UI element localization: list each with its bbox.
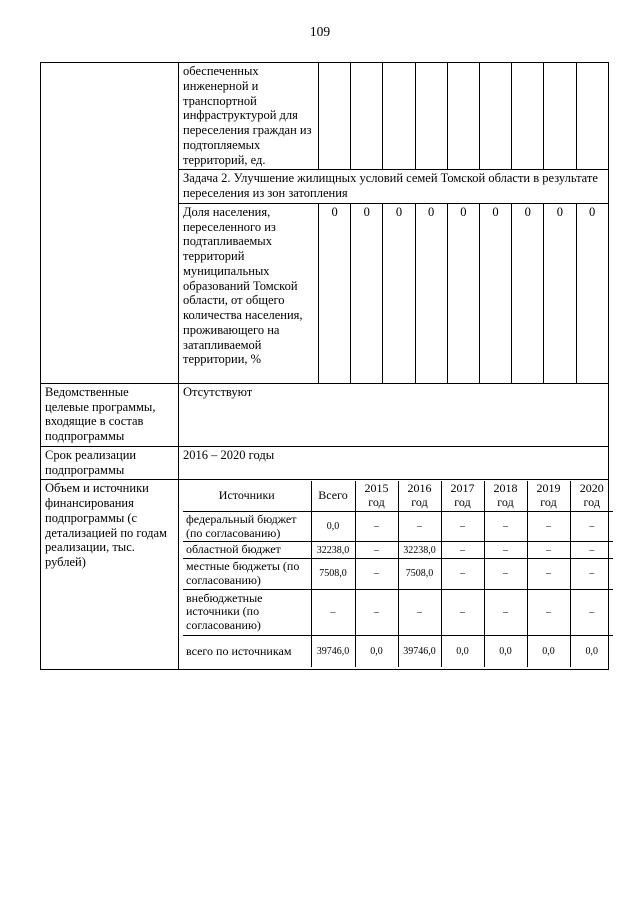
departmental-programs-row <box>41 383 609 446</box>
funding-value: 0,0 <box>311 511 355 542</box>
funding-value: – <box>527 559 570 590</box>
funding-value: 7508,0 <box>311 559 355 590</box>
funding-value: – <box>527 511 570 542</box>
funding-value: 0,0 <box>570 635 613 667</box>
funding-header-2015: 2015 год <box>355 481 398 511</box>
funding-header-total: Всего <box>311 481 355 511</box>
funding-row-local <box>183 559 613 590</box>
share-value-cell: 0 <box>576 203 608 383</box>
departmental-programs-value: Отсутствуют <box>179 383 609 446</box>
empty-value-cell <box>479 63 511 170</box>
funding-row-federal <box>183 511 613 542</box>
funding-value: – <box>355 589 398 635</box>
funding-header-2016: 2016 год <box>398 481 441 511</box>
funding-value: – <box>441 589 484 635</box>
funding-value: – <box>484 589 527 635</box>
funding-source-label: всего по источникам <box>183 635 311 667</box>
funding-value: – <box>570 542 613 559</box>
indicator-continuation-row <box>41 63 609 170</box>
funding-row <box>41 480 609 670</box>
funding-value: – <box>355 542 398 559</box>
empty-value-cell <box>415 63 447 170</box>
funding-value: – <box>570 559 613 590</box>
share-value-cell: 0 <box>415 203 447 383</box>
funding-label: Объем и источники финансирования подпрограммы (с детализацией по годам реализации, тыс. рублей) <box>41 480 179 670</box>
departmental-programs-label: Ведомственные целевые программы, входящие в состав подпрограммы <box>41 383 179 446</box>
funding-header-row <box>183 481 613 511</box>
funding-value: 0,0 <box>527 635 570 667</box>
funding-row-total <box>183 635 613 667</box>
period-label: Срок реализации подпрограммы <box>41 446 179 480</box>
funding-value: 39746,0 <box>311 635 355 667</box>
funding-source-label: областной бюджет <box>183 542 311 559</box>
funding-source-label: внебюджетные источники (по согласованию) <box>183 589 311 635</box>
funding-value: – <box>484 511 527 542</box>
funding-value: 32238,0 <box>398 542 441 559</box>
share-value-cell: 0 <box>479 203 511 383</box>
empty-value-cell <box>447 63 479 170</box>
funding-value: – <box>355 511 398 542</box>
empty-value-cell <box>544 63 576 170</box>
funding-value: – <box>398 511 441 542</box>
funding-value: 0,0 <box>355 635 398 667</box>
share-indicator-text: Доля населения, переселенного из подтапливаемых территорий муниципальных образований Томской области, от общего количества населения, проживающего на затапливаемой территории, % <box>179 203 319 383</box>
indicator-continuation-text: обеспеченных инженерной и транспортной инфраструктурой для переселения граждан из подтопляемых территорий, ед. <box>179 63 319 170</box>
empty-value-cell <box>576 63 608 170</box>
subprogram-passport-table <box>40 62 609 670</box>
empty-value-cell <box>512 63 544 170</box>
funding-value: – <box>311 589 355 635</box>
share-value-cell: 0 <box>319 203 351 383</box>
funding-value: 32238,0 <box>311 542 355 559</box>
left-column-empty-cell <box>41 63 179 384</box>
funding-header-2018: 2018 год <box>484 481 527 511</box>
funding-source-label: местные бюджеты (по согласованию) <box>183 559 311 590</box>
share-value-cell: 0 <box>447 203 479 383</box>
funding-value: 7508,0 <box>398 559 441 590</box>
share-value-cell: 0 <box>351 203 383 383</box>
task2-text: Задача 2. Улучшение жилищных условий семей Томской области в результате переселения из зон затопления <box>179 170 609 204</box>
empty-value-cell <box>319 63 351 170</box>
page-number: 109 <box>309 24 331 39</box>
share-value-cell: 0 <box>512 203 544 383</box>
funding-header-sources: Источники <box>183 481 311 511</box>
funding-value: – <box>398 589 441 635</box>
funding-value: 0,0 <box>441 635 484 667</box>
funding-row-regional <box>183 542 613 559</box>
period-value: 2016 – 2020 годы <box>179 446 609 480</box>
funding-value: – <box>484 559 527 590</box>
funding-row-extrabudget <box>183 589 613 635</box>
funding-value: – <box>441 542 484 559</box>
empty-value-cell <box>383 63 415 170</box>
period-row <box>41 446 609 480</box>
funding-header-2017: 2017 год <box>441 481 484 511</box>
share-value-cell: 0 <box>383 203 415 383</box>
funding-table-cell <box>179 480 609 670</box>
funding-value: 0,0 <box>484 635 527 667</box>
funding-value: – <box>484 542 527 559</box>
share-value-cell: 0 <box>544 203 576 383</box>
funding-header-2020: 2020 год <box>570 481 613 511</box>
funding-value: – <box>570 511 613 542</box>
funding-value: – <box>441 559 484 590</box>
funding-source-label: федеральный бюджет (по согласованию) <box>183 511 311 542</box>
funding-value: – <box>527 542 570 559</box>
funding-value: – <box>355 559 398 590</box>
funding-header-2019: 2019 год <box>527 481 570 511</box>
funding-value: 39746,0 <box>398 635 441 667</box>
empty-value-cell <box>351 63 383 170</box>
funding-value: – <box>570 589 613 635</box>
funding-value: – <box>441 511 484 542</box>
funding-table <box>183 481 613 667</box>
funding-value: – <box>527 589 570 635</box>
